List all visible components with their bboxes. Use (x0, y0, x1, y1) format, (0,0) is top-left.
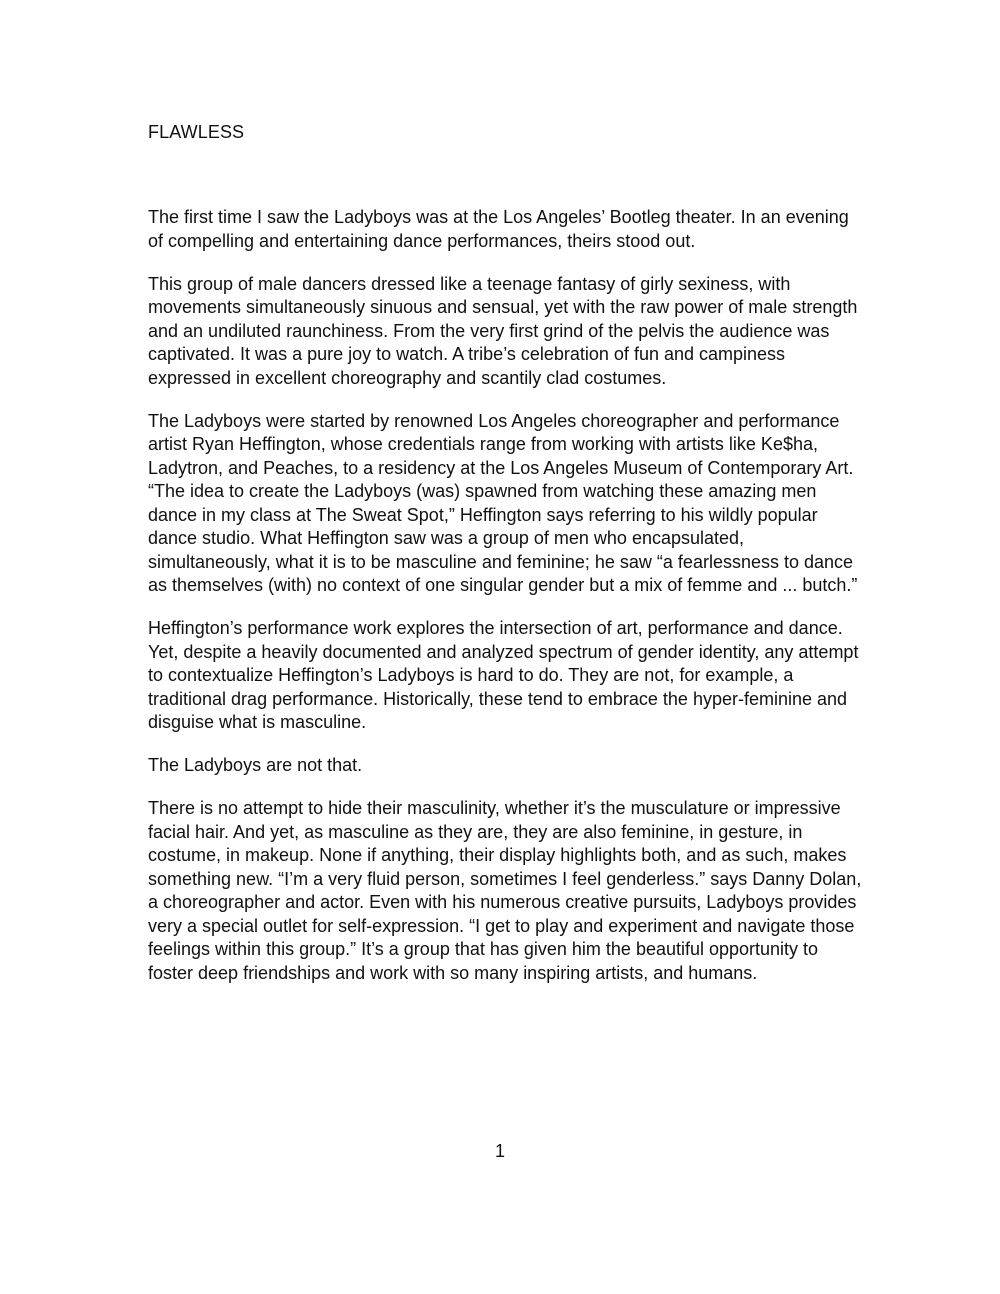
paragraph: The Ladyboys were started by renowned Los Angeles choreographer and performance artist Ryan Heffington, whose credentials range from working with artists like Ke$ha, Ladytron, and Peaches, to a residency at the Los Angeles Museum of Contemporary Art. “The idea to create the Ladyboys (was) spawned from watching these amazing men dance in my class at The Sweat Spot,” Heffington says referring to his wildly popular dance studio. What Heffington saw was a group of men who encapsulated, simultaneously, what it is to be masculine and feminine; he saw “a fearlessness to dance as themselves (with) no context of one singular gender but a mix of femme and ... butch.” (148, 410, 858, 595)
paragraph: Heffington’s performance work explores the intersection of art, performance and dance. Yet, despite a heavily documented and analyzed spectrum of gender identity, any attempt to contextualize Heffington’s Ladyboys is hard to do. They are not, for example, a traditional drag performance. Historically, these tend to embrace the hyper-feminine and disguise what is masculine. (148, 618, 859, 732)
paragraph: The first time I saw the Ladyboys was at the Los Angeles’ Bootleg theater. In an evening of compelling and entertaining dance performances, theirs stood out. (148, 207, 849, 251)
document-title: FLAWLESS (148, 122, 245, 142)
page-number: 1 (494, 1141, 505, 1161)
paragraph: This group of male dancers dressed like a teenage fantasy of girly sexiness, with movements simultaneously sinuous and sensual, yet with the raw power of male strength and an undiluted raunchiness. From the very first grind of the pelvis the audience was captivated. It was a pure joy to watch. A tribe’s celebration of fun and campiness expressed in excellent choreography and scantily clad costumes. (148, 273, 858, 388)
paragraph: The Ladyboys are not that. (148, 755, 363, 775)
paragraph: There is no attempt to hide their masculinity, whether it’s the musculature or impressive facial hair. And yet, as masculine as they are, they are also feminine, in gesture, in costume, in makeup. None if anything, their display highlights both, and as such, makes something new. “I’m a very fluid person, sometimes I feel genderless.” says Danny Dolan, a choreographer and actor. Even with his numerous creative pursuits, Ladyboys provides very a special outlet for self-expression. “I get to play and experiment and navigate those feelings within this group.” It’s a group that has given him the beautiful opportunity to foster deep friendships and work with so many inspiring artists, and humans. (148, 798, 862, 983)
document-body (148, 206, 868, 1005)
